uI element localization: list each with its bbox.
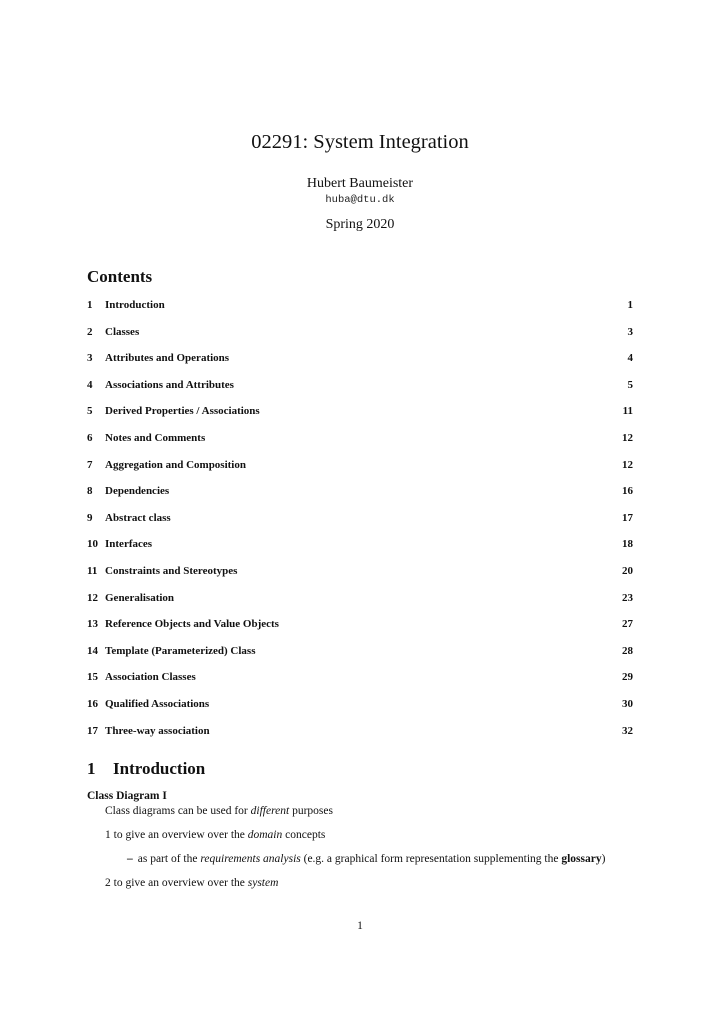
toc-entry[interactable] (87, 592, 633, 619)
toc-entry-page: 3 (627, 325, 633, 338)
toc-entry[interactable] (87, 618, 633, 645)
toc-entry-title: Derived Properties / Associations (105, 405, 260, 418)
toc-entry-title: Template (Parameterized) Class (105, 644, 256, 657)
toc-entry-number: 6 (87, 431, 93, 444)
document-title: 02291: System Integration (251, 131, 469, 153)
toc-entry-number: 10 (87, 538, 98, 551)
list-item-system (105, 877, 278, 889)
toc-entry-number: 16 (87, 697, 98, 710)
contents-heading: Contents (87, 267, 153, 286)
toc-entry-number: 15 (87, 671, 98, 684)
section-title: Introduction (113, 759, 206, 778)
toc-entry-page: 18 (622, 538, 633, 551)
paragraph-heading: Class Diagram I (87, 790, 167, 802)
toc-entry[interactable] (87, 565, 633, 592)
text-run: concepts (282, 829, 326, 841)
author-name: Hubert Baumeister (306, 176, 414, 191)
section-number: 1 (87, 759, 96, 778)
toc-entry[interactable] (87, 326, 633, 353)
toc-entry-page: 28 (622, 644, 633, 657)
toc-entry-title: Abstract class (105, 511, 171, 524)
toc-entry-page: 20 (622, 564, 633, 577)
toc-entry-title: Introduction (105, 299, 165, 311)
toc-entry[interactable] (87, 671, 633, 698)
toc-entry[interactable] (87, 698, 633, 725)
body-line-purposes (105, 805, 333, 817)
toc-entry[interactable] (87, 512, 633, 539)
table-of-contents (87, 299, 633, 751)
toc-entry-number: 5 (87, 405, 93, 418)
toc-entry-number: 11 (87, 564, 98, 577)
emphasis: requirements analysis (200, 853, 301, 865)
toc-entry-number: 7 (87, 458, 93, 471)
toc-entry-title: Associations and Attributes (105, 378, 234, 391)
toc-entry[interactable] (87, 379, 633, 406)
toc-entry[interactable] (87, 725, 633, 752)
toc-entry-number: 2 (87, 325, 93, 338)
toc-entry-number: 13 (87, 618, 98, 631)
toc-entry[interactable] (87, 459, 633, 486)
text-run: as part of the (137, 853, 201, 865)
toc-entry-title: Attributes and Operations (105, 352, 230, 365)
emphasis: domain (247, 829, 283, 841)
section-heading (87, 759, 205, 779)
toc-entry-page: 30 (622, 697, 633, 710)
toc-entry-number: 12 (87, 591, 98, 604)
text-run: 1 to give an overview over the (105, 829, 248, 841)
toc-entry-title: Three-way association (105, 724, 210, 737)
toc-entry-title: Constraints and Stereotypes (105, 564, 238, 577)
toc-entry-number: 4 (87, 378, 93, 391)
emphasis: system (247, 877, 279, 889)
sub-list-item-requirements (127, 853, 605, 865)
toc-entry-title: Notes and Comments (105, 431, 206, 444)
toc-entry-number: 3 (87, 352, 93, 365)
toc-entry-title: Reference Objects and Value Objects (105, 618, 279, 631)
toc-entry-number: 14 (87, 644, 98, 657)
author-email: huba@dtu.dk (325, 194, 395, 206)
toc-entry-page: 16 (622, 485, 633, 498)
toc-entry[interactable] (87, 432, 633, 459)
list-item-domain (105, 829, 325, 841)
toc-entry-title: Qualified Associations (105, 697, 210, 710)
toc-entry-page: 32 (622, 724, 633, 737)
toc-entry-title: Classes (105, 325, 140, 338)
toc-entry-title: Interfaces (105, 538, 153, 551)
toc-entry[interactable] (87, 299, 633, 326)
emphasis: different (250, 805, 290, 817)
toc-entry-page: 17 (622, 511, 633, 524)
toc-entry-page: 5 (627, 378, 633, 391)
strong-text: glossary (561, 853, 602, 865)
toc-entry-number: 17 (87, 724, 98, 737)
text-run: (e.g. a graphical form representation supplementing the (300, 853, 562, 865)
toc-entry-number: 9 (87, 511, 93, 524)
toc-entry-page: 1 (627, 299, 633, 311)
toc-entry[interactable] (87, 405, 633, 432)
toc-entry-page: 27 (622, 618, 633, 631)
toc-entry[interactable] (87, 485, 633, 512)
toc-entry-number: 8 (87, 485, 93, 498)
toc-entry[interactable] (87, 352, 633, 379)
text-run: purposes (289, 805, 333, 817)
toc-entry-title: Generalisation (105, 591, 175, 604)
text-run: 2 to give an overview over the (105, 877, 248, 889)
list-dash: – (127, 853, 133, 865)
document-date: Spring 2020 (325, 217, 395, 232)
toc-entry-title: Dependencies (105, 485, 170, 498)
page-number: 1 (357, 920, 363, 932)
toc-entry-page: 29 (622, 671, 633, 684)
toc-entry-number: 1 (87, 299, 93, 311)
toc-entry-page: 12 (622, 431, 633, 444)
toc-entry[interactable] (87, 645, 633, 672)
toc-entry-page: 4 (627, 352, 633, 365)
toc-entry-title: Association Classes (105, 671, 196, 684)
toc-entry-title: Aggregation and Composition (105, 458, 246, 471)
toc-entry-page: 11 (622, 405, 633, 418)
toc-entry-page: 23 (622, 591, 633, 604)
text-run: ) (601, 853, 606, 865)
toc-entry-page: 12 (622, 458, 633, 471)
toc-entry[interactable] (87, 538, 633, 565)
text-run: Class diagrams can be used for (105, 805, 251, 817)
